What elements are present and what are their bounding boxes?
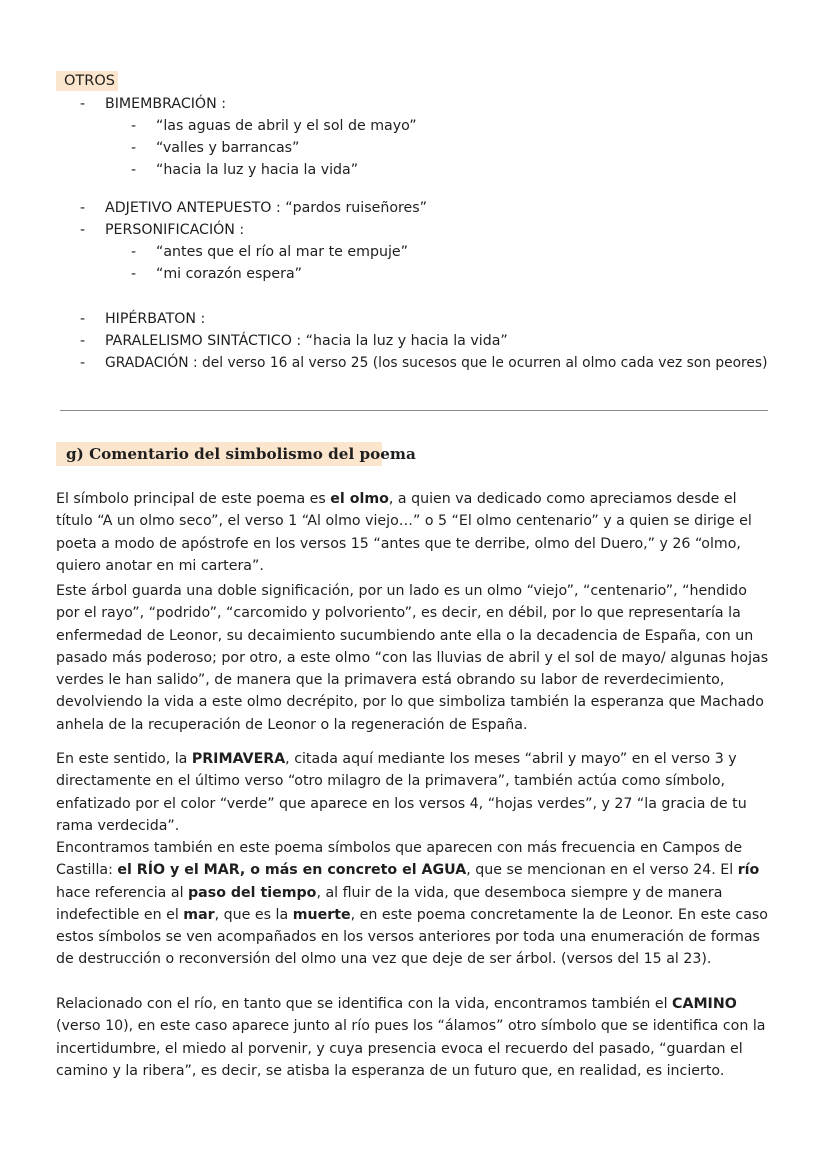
list-dash: - — [80, 311, 86, 327]
list-dash: - — [80, 200, 86, 216]
bold-term: el RÍO y el MAR, o más en concreto el AGUA — [117, 862, 467, 879]
list-dash: - — [131, 118, 137, 134]
paragraph-text: , citada aquí mediante los meses “abril y mayo” en el verso 3 y directamente en el último verso “otro milagro de la primavera”, también actúa como símbolo, enfatizado por el color “verde” que aparece en los versos 4, “hojas verdes”, y 27 “la gracia de tu rama verdecida”. — [56, 751, 747, 834]
paragraph-rio-mar — [56, 837, 772, 971]
paragraph-significacion: Este árbol guarda una doble significación, por un lado es un olmo “viejo”, “centenario”, “hendido por el rayo”, “podrido”, “carcomido y polvoriento”, es decir, en débil, por lo que representaría la enfermedad de Leonor, su decaimiento sucumbiendo ante ella o la decadencia de España, con un pasado más poderoso; por otro, a este olmo “con las lluvias de abril y el sol de mayo/ algunas hojas verdes le han salido”, de manera que la primavera está obrando su labor de reverdecimiento, devolviendo la vida a este olmo decrépito, por lo que simboliza también la esperanza que Machado anhela de la recuperación de Leonor o la regeneración de España. — [56, 583, 769, 733]
bold-term: PRIMAVERA — [191, 751, 286, 767]
bimembracion-example: “valles y barrancas” — [156, 140, 300, 156]
paragraph-text: , a quien va dedicado como apreciamos desde el título “A un olmo seco”, el verso 1 “Al olmo viejo…” o 5 “El olmo centenario” y a quien se dirige el poeta a modo de apóstrofe en los versos 15 “antes que te derribe, olmo del Duero,” y 26 “olmo, quiero anotar en mi cartera”. — [56, 491, 752, 574]
list-dash: - — [131, 140, 137, 156]
bimembracion-example: “hacia la luz y hacia la vida” — [156, 162, 359, 178]
adjetivo-item: ADJETIVO ANTEPUESTO : “pardos ruiseñores” — [105, 200, 428, 216]
horizontal-divider — [60, 410, 768, 411]
section-heading: g) Comentario del simbolismo del poema — [66, 445, 416, 463]
paragraph-text: El símbolo principal de este poema es — [56, 491, 331, 507]
bold-term: mar — [183, 906, 215, 923]
paragraph-text: , en este poema concretamente la de Leonor. En este caso estos símbolos se ven acompañados en los versos anteriores por toda una enumeración de formas de destrucción o reconversión del olmo una vez que deje de ser árbol. (versos del 15 al 23). — [56, 906, 768, 968]
paragraph-primavera — [56, 748, 772, 837]
list-dash: - — [131, 266, 137, 282]
personificacion-example: “antes que el río al mar te empuje” — [156, 244, 408, 260]
paragraph-olmo — [56, 488, 772, 577]
list-dash: - — [80, 222, 86, 238]
bold-term: paso del tiempo — [188, 884, 317, 901]
hiperbaton-item: HIPÉRBATON : — [105, 311, 206, 327]
paragraph-text: , al fluir de la vida, que desemboca siempre y de manera indefectible en el — [56, 884, 723, 923]
list-dash: - — [80, 355, 86, 371]
bold-term: muerte — [292, 906, 351, 923]
list-dash: - — [131, 244, 137, 260]
paragraph-text: (verso 10), en este caso aparece junto al río pues los “álamos” otro símbolo que se identifica con la incertidumbre, el miedo al porvenir, y cuya presencia evoca el recuerdo del pasado, “guardan el camino y la ribera”, es decir, se atisba la esperanza de un futuro que, en realidad, es incierto. — [56, 1018, 766, 1079]
personificacion-item: PERSONIFICACIÓN : — [105, 222, 245, 238]
bold-term: el olmo — [330, 491, 389, 507]
paralelismo-item: PARALELISMO SINTÁCTICO : “hacia la luz y hacia la vida” — [105, 333, 508, 349]
paragraph-text: , que se mencionan en el verso 24. El — [466, 862, 738, 879]
paragraph-text: , que es la — [214, 906, 293, 923]
paragraph-text: Relacionado con el río, en tanto que se identifica con la vida, encontramos también el — [56, 996, 673, 1012]
otros-label: OTROS — [64, 73, 115, 89]
personificacion-example: “mi corazón espera” — [156, 266, 302, 282]
bold-term: río — [737, 862, 760, 879]
bimembracion-item: BIMEMBRACIÓN : — [105, 96, 226, 112]
bold-term: CAMINO — [672, 996, 737, 1012]
paragraph-text: Encontramos también en este poema símbolos que aparecen con más frecuencia en Campos de Castilla: — [56, 840, 743, 879]
list-dash: - — [80, 333, 86, 349]
list-dash: - — [80, 96, 86, 112]
paragraph-camino — [56, 993, 772, 1082]
paragraph-text: En este sentido, la — [56, 751, 192, 767]
paragraph-text: hace referencia al — [56, 884, 189, 901]
bimembracion-example: “las aguas de abril y el sol de mayo” — [156, 118, 417, 134]
gradacion-item: GRADACIÓN : del verso 16 al verso 25 (los sucesos que le ocurren al olmo cada vez son peores) — [105, 355, 768, 371]
list-dash: - — [131, 162, 137, 178]
